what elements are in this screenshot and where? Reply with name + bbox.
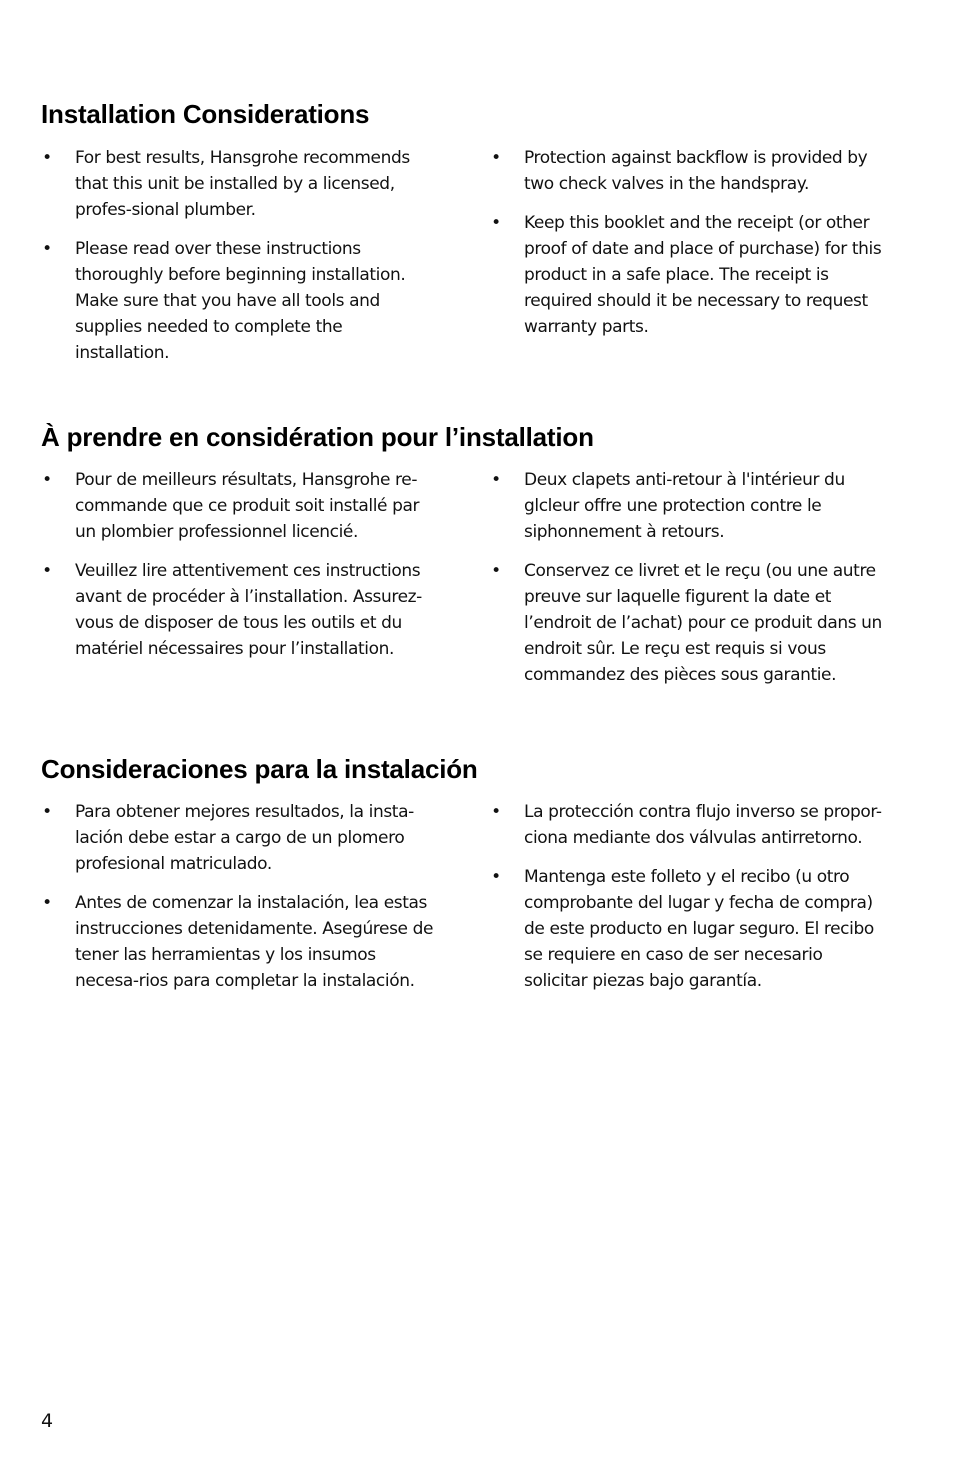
section-french	[41, 421, 913, 685]
right-column	[490, 467, 890, 701]
bullet-icon: •	[491, 867, 501, 887]
list-item	[490, 558, 890, 688]
section-title: À prendre en considération pour l’installation	[41, 422, 594, 452]
list-item	[490, 467, 890, 545]
list-item-text: Please read over these instructions thoroughly before beginning installation. Make sure that you have all tools and supplies needed to complete the installation.	[75, 239, 406, 363]
bullet-icon: •	[491, 470, 501, 490]
list-item-text: Deux clapets anti-retour à l'intérieur du glcleur offre une protection contre le siphonnement à retours.	[524, 470, 845, 542]
list-item-text: Para obtener mejores resultados, la insta-lación debe estar a cargo de un plomero profesional matriculado.	[75, 802, 414, 874]
section-title: Installation Considerations	[41, 99, 370, 129]
bullet-icon: •	[42, 239, 52, 259]
list-item	[490, 799, 890, 851]
section-title: Consideraciones para la instalación	[41, 754, 478, 784]
left-column	[41, 467, 441, 675]
list-item-text: Keep this booklet and the receipt (or other proof of date and place of purchase) for this product in a safe place. The receipt is required should it be necessary to request warranty parts.	[524, 213, 882, 337]
list-item	[41, 558, 441, 662]
list-item	[41, 236, 441, 366]
bullet-icon: •	[42, 893, 52, 913]
bullet-icon: •	[42, 470, 52, 490]
list-item-text: Conservez ce livret et le reçu (ou une autre preuve sur laquelle figurent la date et l’endroit de l’achat) pour ce produit dans un endroit sûr. Le reçu est requis si vous commandez des pièces sous garantie.	[524, 561, 882, 685]
bullet-icon: •	[42, 148, 52, 168]
bullet-icon: •	[491, 561, 501, 581]
list-item-text: Protection against backflow is provided by two check valves in the handspray.	[524, 148, 868, 194]
left-column	[41, 145, 441, 379]
bullet-icon: •	[42, 561, 52, 581]
list-item	[41, 890, 441, 994]
list-item-text: La protección contra flujo inverso se propor-ciona mediante dos válvulas antirretorno.	[524, 802, 882, 848]
left-column	[41, 799, 441, 1007]
list-item	[490, 864, 890, 994]
section-spanish	[41, 753, 913, 991]
list-item-text: Pour de meilleurs résultats, Hansgrohe re-commande que ce produit soit installé par un plombier professionnel licencié.	[75, 470, 420, 542]
list-item	[41, 145, 441, 223]
list-item	[41, 799, 441, 877]
bullet-icon: •	[491, 802, 501, 822]
bullet-icon: •	[42, 802, 52, 822]
list-item	[41, 467, 441, 545]
right-column	[490, 799, 890, 1007]
list-item	[490, 145, 890, 197]
list-item-text: Mantenga este folleto y el recibo (u otro comprobante del lugar y fecha de compra) de este producto en lugar seguro. El recibo se requiere en caso de ser necesario solicitar piezas bajo garantía.	[524, 867, 874, 991]
list-item-text: Veuillez lire attentivement ces instructions avant de procéder à l’installation. Assurez-vous de disposer de tous les outils et du matériel nécessaires pour l’installation.	[75, 561, 422, 659]
bullet-icon: •	[491, 148, 501, 168]
right-column	[490, 145, 890, 353]
list-item-text: Antes de comenzar la instalación, lea estas instrucciones detenidamente. Asegúrese de tener las herramientas y los insumos necesa-rios para completar la instalación.	[75, 893, 434, 991]
section-english	[41, 98, 913, 363]
page-number: 4	[41, 1410, 54, 1432]
bullet-icon: •	[491, 213, 501, 233]
list-item-text: For best results, Hansgrohe recommends that this unit be installed by a licensed, profes-sional plumber.	[75, 148, 410, 220]
list-item	[490, 210, 890, 340]
